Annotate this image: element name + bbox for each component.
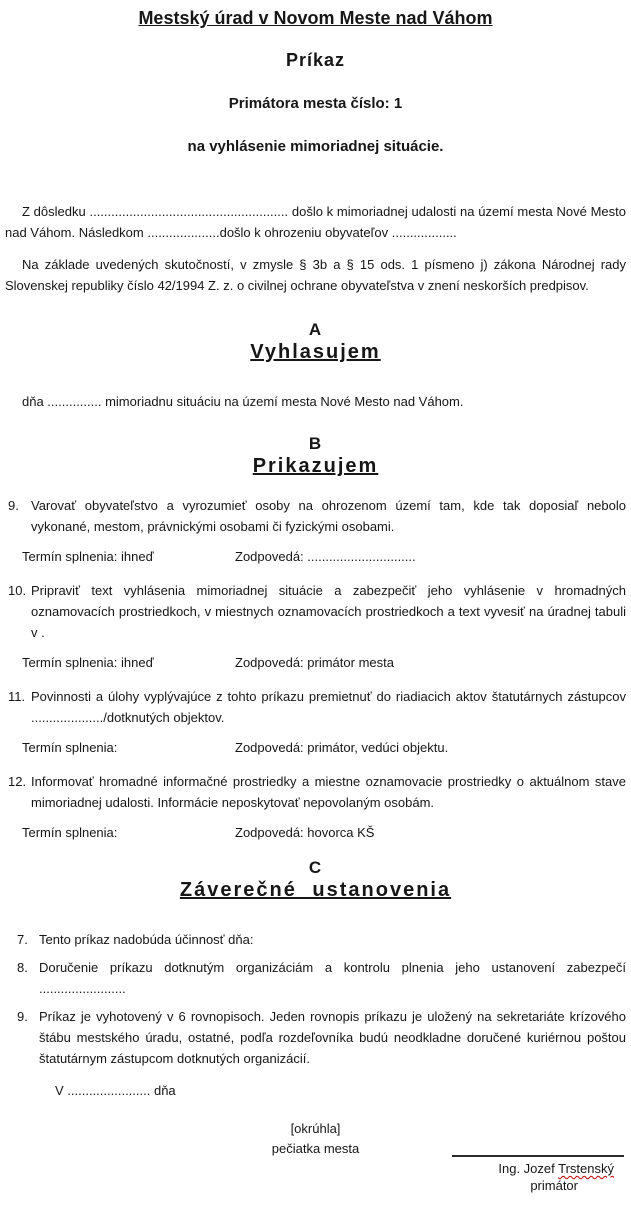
signature-role: primátor [530,1178,578,1193]
order-item-row [5,771,626,813]
order-item-12 [5,771,626,843]
item-number: 11. [8,689,26,704]
section-b-items [5,495,626,843]
item-number: 7. [17,932,28,947]
intro-paragraph-1: Z dôsledku ....................................................... došlo k mimoriadnej udalosti na území mesta Nové Mesto nad Váhom. Následkom ....................došlo k ohrozeniu obyvateľov .................. [5,204,626,240]
order-item-row [5,580,626,643]
order-heading: Príkaz [285,50,346,70]
item-number: 8. [17,960,28,975]
final-item-7 [17,929,626,950]
item-text: Varovať obyvateľstvo a vyrozumieť osoby na ohrozenom území tam, kde tak doposiaľ nebolo vykonané, mestom, právnickými osobami či fyzickými osobami. [31,498,626,534]
item-text: Doručenie príkazu dotknutým organizáciám a kontrolu plnenia jeho ustanovení zabezpečí ........................ [39,960,626,996]
responsible-label: Zodpovedá: hovorca KŠ [235,825,375,840]
item-text: Povinnosti a úlohy vyplývajúce z tohto príkazu premietnuť do riadiacich aktov štatutárnych zástupcov ..................../dotknutých objektov. [31,689,626,725]
stamp-shape-label: [okrúhla] [290,1121,341,1136]
signature-surname: Trstenský [558,1161,614,1176]
term-row [22,652,626,673]
section-c-letter: C [308,858,323,877]
order-purpose-heading: na vyhlásenie mimoriadnej situácie. [187,138,444,155]
section-b-letter: B [308,434,323,453]
item-number: 12. [8,774,27,789]
section-c-items [5,929,626,1069]
responsible-label: Zodpovedá: .............................. [235,549,416,564]
signature-name [452,1160,624,1177]
stamp-placeholder [5,1119,626,1159]
declaration-text: dňa ............... mimoriadnu situáciu na území mesta Nové Mesto nad Váhom. [22,394,464,409]
section-b-heading: Prikazujem [252,455,379,477]
item-text: Pripraviť text vyhlásenia mimoriadnej situácie a zabezpečiť jeho vyhlásenie v hromadných oznamovacích prostriedkoch, v miestnych oznamovacích prostriedkoch a text vyvesiť na úradnej tabuli v . [31,583,626,640]
footer-zone [5,1107,626,1203]
item-number: 9. [8,498,19,513]
order-item-row [5,686,626,728]
term-label: Termín splnenia: [22,825,118,840]
item-text: Tento príkaz nadobúda účinnosť dňa: [39,932,254,947]
responsible-label: Zodpovedá: primátor, vedúci objektu. [235,740,449,755]
place-date-line: V ....................... dňa [55,1083,176,1098]
order-item-11 [5,686,626,758]
term-row [22,546,626,567]
item-text: Príkaz je vyhotovený v 6 rovnopisoch. Jeden rovnopis príkazu je uložený na sekretariáte krízového štábu mestského úradu, ostatné, podľa rozdeľovníka budú neodkladne doručené kuriérnou poštou štatutárnym zástupcom dotknutých organizácií. [39,1009,626,1066]
item-text: Informovať hromadné informačné prostriedky a miestne oznamovacie prostriedky o aktuálnom stave mimoriadnej udalosti. Informácie neposkytovať nepovolaným osobám. [31,774,626,810]
section-c-heading: Záverečné ustanovenia [179,879,452,901]
signature-line [452,1155,624,1157]
term-label: Termín splnenia: [22,740,118,755]
document-title: Mestský úrad v Novom Meste nad Váhom [138,8,493,28]
term-label: Termín splnenia: ihneď [22,549,154,564]
final-item-9 [17,1006,626,1069]
stamp-caption: pečiatka mesta [271,1141,360,1156]
order-item-row [5,495,626,537]
final-item-8 [17,957,626,999]
intro-paragraph-2: Na základe uvedených skutočností, v zmysle § 3b a § 15 ods. 1 písmeno j) zákona Národnej rady Slovenskej republiky číslo 42/1994 Z. z. o civilnej ochrane obyvateľstva v znení neskorších predpisov. [5,257,626,293]
order-item-10 [5,580,626,673]
term-row [22,737,626,758]
order-number-heading: Primátora mesta číslo: 1 [228,95,403,112]
signature-block [452,1155,624,1195]
term-label: Termín splnenia: ihneď [22,655,154,670]
signature-name-prefix: Ing. Jozef [498,1161,559,1176]
item-number: 9. [17,1009,28,1024]
section-a-letter: A [308,320,323,339]
section-a-heading: Vyhlasujem [250,341,381,363]
item-number: 10. [8,583,27,598]
responsible-label: Zodpovedá: primátor mesta [235,655,394,670]
order-item-9 [5,495,626,567]
term-row [22,822,626,843]
